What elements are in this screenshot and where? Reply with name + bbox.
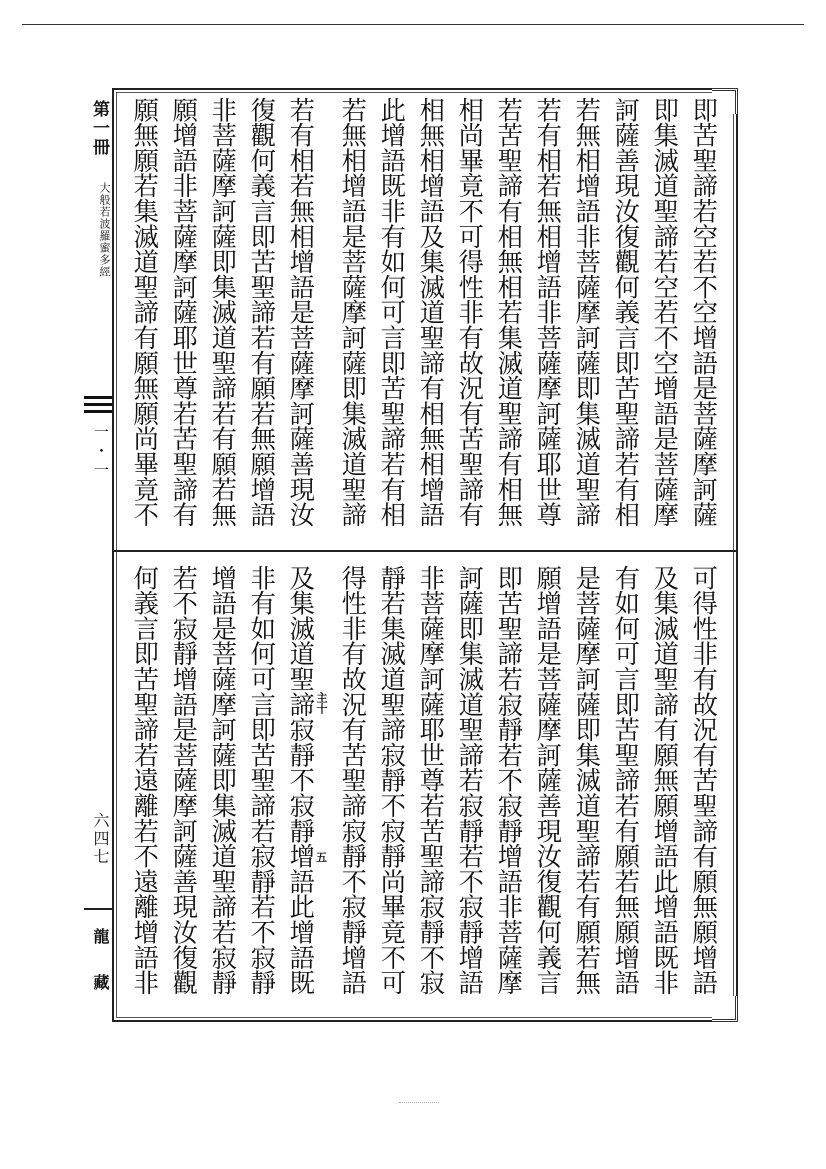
sutra-title: 大般若波羅蜜多經: [98, 182, 111, 278]
text-column: 訶薩即集滅道聖諦若寂靜若不寂靜增語: [455, 565, 485, 996]
publisher-label: 龍藏: [91, 928, 110, 1020]
volume-label: 第一冊: [89, 100, 109, 157]
text-column: 若有相若無相增語是菩薩摩訶薩善現汝: [286, 97, 316, 528]
text-column: 此增語既非有如何可言即苦聖諦若有相: [377, 97, 407, 528]
text-column: 可得性非有故況有苦聖諦有願無願增語: [689, 565, 719, 996]
text-column: 若有相若無相增語非菩薩摩訶薩耶世尊: [533, 97, 563, 528]
scan-speck: [399, 1102, 439, 1105]
text-column: 若不寂靜增語是菩薩摩訶薩善現汝復觀: [169, 565, 199, 996]
text-column: 願無願若集滅道聖諦有願無願尚畢竟不: [130, 97, 160, 528]
text-column: 非菩薩摩訶薩耶世尊若苦聖諦寂靜不寂: [416, 565, 446, 996]
text-column: 有如何可言即苦聖諦若有願若無願增語: [611, 565, 641, 996]
text-column: 何義言即苦聖諦若遠離若不遠離增語非: [130, 565, 160, 996]
text-column: 靜若集滅道聖諦寂靜不寂靜尚畢竟不可: [377, 565, 407, 996]
text-column: 得性非有故況有苦聖諦寂靜不寂靜增語: [338, 565, 368, 996]
text-column: 若苦聖諦有相無相若集滅道聖諦有相無: [494, 97, 524, 528]
margin-rule: [112, 88, 114, 1022]
annotation-mark: 主十: [315, 692, 328, 714]
text-column: 願增語是菩薩摩訶薩善現汝復觀何義言: [533, 565, 563, 996]
text-column: 若無相增語非菩薩摩訶薩即集滅道聖諦: [572, 97, 602, 528]
text-column: 即苦聖諦若空若不空增語是菩薩摩訶薩: [689, 97, 719, 528]
text-column: 復觀何義言即苦聖諦若有願若無願增語: [247, 97, 277, 528]
text-column: 相尚畢竟不可得性非有故況有苦聖諦有: [455, 97, 485, 528]
text-column: 願增語非菩薩摩訶薩耶世尊若苦聖諦有: [169, 97, 199, 528]
page-number: 六四七: [91, 812, 110, 866]
text-column: 訶薩善現汝復觀何義言即苦聖諦若有相: [611, 97, 641, 528]
text-column: 即苦聖諦若寂靜若不寂靜增語非菩薩摩: [494, 565, 524, 996]
text-column: 相無相增語及集滅道聖諦有相無相增語: [416, 97, 446, 528]
top-rule: [22, 24, 804, 25]
fold-mark-icon: [84, 396, 112, 414]
corner-ornament-icon: [712, 996, 738, 1022]
text-column: 即集滅道聖諦若空若不空增語是菩薩摩: [650, 97, 680, 528]
text-column: 及集滅道聖諦寂靜不寂靜增語此增語既: [286, 565, 316, 996]
text-column: 非有如何可言即苦聖諦若寂靜若不寂靜: [247, 565, 277, 996]
folio-number: 一・一: [92, 424, 110, 481]
text-column: 增語是菩薩摩訶薩即集滅道聖諦若寂靜: [208, 565, 238, 996]
text-column: 是菩薩摩訶薩即集滅道聖諦若有願若無: [572, 565, 602, 996]
register-divider: [112, 550, 738, 552]
text-column: 非菩薩摩訶薩即集滅道聖諦若有願若無: [208, 97, 238, 528]
text-column: 及集滅道聖諦有願無願增語此增語既非: [650, 565, 680, 996]
annotation-mark: 五: [316, 851, 327, 864]
text-column: 若無相增語是菩薩摩訶薩即集滅道聖諦: [338, 97, 368, 528]
